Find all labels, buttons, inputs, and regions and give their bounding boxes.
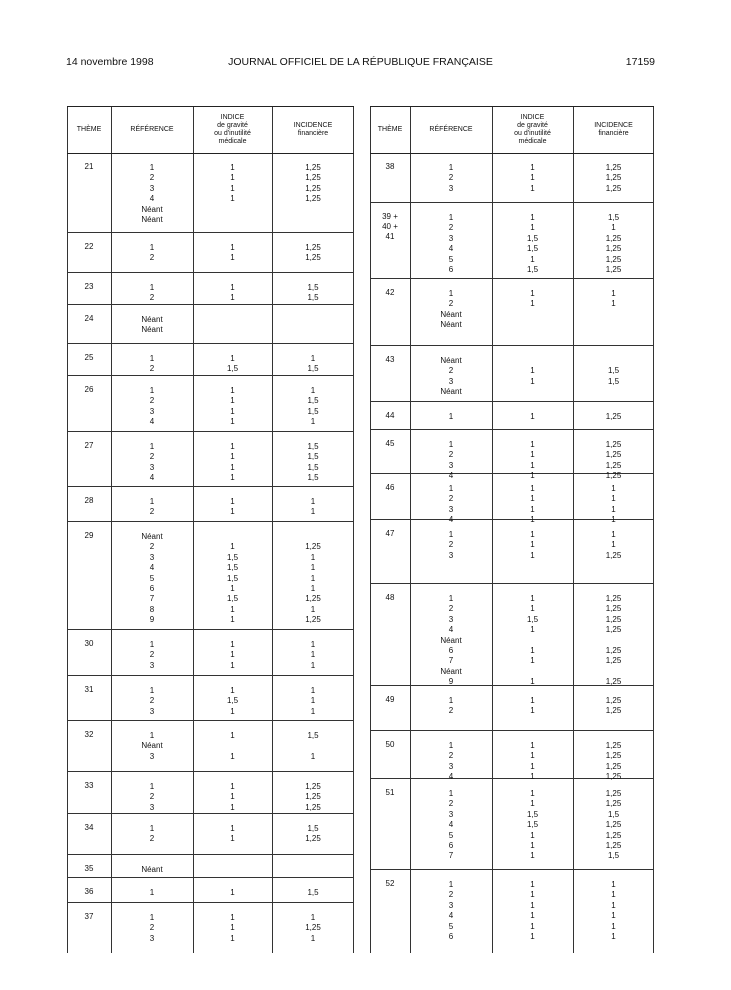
indice-cell: 1 1: [530, 289, 535, 309]
indice-cell: 1 1 1: [230, 782, 235, 812]
table-row: [370, 153, 654, 203]
incidence-cell: 1,25: [605, 412, 622, 421]
indice-cell: 1 1 1 1: [530, 741, 535, 782]
reference-cell: Néant 2 3 4 5 6 7 8 9: [141, 532, 163, 625]
theme-cell: 37: [84, 912, 94, 921]
incidence-cell: 1,25 1,25 1,5 1,25 1,25 1,25 1,5: [605, 789, 622, 861]
theme-cell: 24: [84, 314, 94, 323]
theme-cell: 32: [84, 730, 94, 739]
theme-cell: 26: [84, 385, 94, 394]
theme-cell: 30: [84, 639, 94, 648]
reference-cell: 1 2 3: [448, 163, 454, 193]
incidence-cell: 1,5 1,5: [607, 366, 620, 386]
theme-cell: 49: [385, 695, 395, 704]
table-row: [370, 430, 654, 481]
reference-cell: 1 2 3 4: [149, 386, 155, 427]
table-row: [370, 870, 654, 952]
theme-cell: 42: [385, 288, 395, 297]
theme-cell: 47: [385, 529, 395, 538]
theme-cell: 50: [385, 740, 395, 749]
table-row: [67, 903, 354, 952]
incidence-cell: 1,25 1,25 1,25 1,25: [605, 741, 622, 782]
reference-cell: 1 2 3: [149, 686, 155, 716]
right-table: [370, 106, 654, 953]
theme-cell: 33: [84, 781, 94, 790]
table-row: [370, 203, 654, 279]
reference-cell: 1 2 Néant Néant: [440, 289, 462, 330]
incidence-cell: 1,25 1,25 1,25 1,25: [305, 163, 321, 204]
reference-cell: 1 Néant 3: [141, 731, 163, 761]
reference-cell: 1 2: [448, 696, 454, 716]
incidence-cell: 1,5 1,5: [307, 283, 319, 303]
incidence-cell: 1,25 1,25 1,25 1,25: [605, 440, 622, 481]
reference-cell: 1: [149, 888, 155, 897]
theme-cell: 23: [84, 282, 94, 291]
indice-cell: 1 1 1 1: [530, 440, 535, 481]
table-row: [67, 487, 354, 522]
header-theme-text: THÈME: [377, 126, 403, 133]
table-row: [67, 305, 354, 344]
table-row: [67, 855, 354, 878]
reference-cell: 1 2 3 4 Néant Néant: [141, 163, 163, 225]
reference-cell: 1 2 3: [149, 640, 155, 670]
incidence-cell: 1 1 1,25: [605, 530, 622, 560]
reference-cell: 1 2 3 4: [448, 741, 454, 782]
incidence-cell: 1,25 1,25 1,25: [605, 163, 622, 193]
incidence-cell: 1,25 1,25 1,25: [305, 782, 321, 812]
reference-cell: 1 2 3: [149, 782, 155, 812]
incidence-cell: 1,5: [307, 888, 319, 897]
theme-cell: 35: [84, 864, 94, 873]
left-table: [67, 106, 354, 953]
theme-cell: 45: [385, 439, 395, 448]
table-row: [67, 522, 354, 630]
theme-cell: 28: [84, 496, 94, 505]
theme-cell: 43: [385, 355, 395, 364]
reference-cell: 1: [448, 412, 454, 421]
incidence-cell: 1,25 1,25: [605, 696, 622, 716]
reference-cell: Néant 2 3 Néant: [440, 356, 462, 397]
table-row: [67, 814, 354, 855]
incidence-cell: 1 1 1 1: [611, 484, 616, 525]
reference-cell: 1 2 3: [448, 530, 454, 560]
theme-cell: 22: [84, 242, 94, 251]
theme-cell: 31: [84, 685, 94, 694]
header-incidence-text: INCIDENCE financière: [293, 122, 333, 137]
incidence-cell: 1 1,5: [307, 354, 319, 374]
reference-cell: 1 2 3 4: [149, 442, 155, 483]
indice-cell: 1 1: [530, 366, 535, 386]
table-row: [370, 474, 654, 525]
indice-cell: 1 1 1: [230, 913, 235, 943]
table-row: [67, 153, 354, 233]
indice-cell: 1 1,5: [226, 354, 239, 374]
indice-cell: 1 1: [230, 824, 235, 844]
theme-cell: 25: [84, 353, 94, 362]
incidence-cell: 1 1: [310, 497, 316, 517]
table-row: [370, 779, 654, 870]
header-indice-text: INDICE de gravité ou d'inutilité médicale: [214, 114, 251, 145]
table-row: [67, 676, 354, 721]
indice-cell: 1 1 1,5 1,5 1 1 1: [526, 789, 539, 861]
table-header-row: [67, 107, 354, 154]
theme-cell: 36: [84, 887, 94, 896]
reference-cell: 1 2 3 4 5 6: [448, 880, 454, 942]
theme-cell: 44: [385, 411, 395, 420]
reference-cell: 1 2: [149, 824, 155, 844]
table-row: [67, 273, 354, 305]
reference-cell: Néant Néant: [141, 315, 163, 335]
table-row: [370, 279, 654, 346]
header-indice: [492, 107, 573, 153]
table-row: [67, 721, 354, 772]
header-reference: [111, 107, 193, 153]
table-row: [370, 520, 654, 584]
header-reference-text: RÉFÉRENCE: [130, 126, 174, 133]
indice-cell: 1 1 1 1: [530, 484, 535, 525]
table-row: [370, 686, 654, 731]
reference-cell: 1 2 3 4: [448, 484, 454, 525]
reference-cell: 1 2 3 4 5 6 7: [448, 789, 454, 861]
reference-cell: 1 2: [149, 497, 155, 517]
indice-cell: 1 1 1 1 1 1: [530, 880, 535, 942]
incidence-cell: 1 1 1: [310, 640, 316, 670]
incidence-cell: 1 1: [611, 289, 616, 309]
indice-cell: 1 1 1: [230, 640, 235, 670]
theme-cell: 29: [84, 531, 94, 540]
incidence-cell: 1,5 1,25: [305, 824, 321, 844]
header-indice-text: INDICE de gravité ou d'inutilité médicale: [514, 114, 551, 145]
theme-cell: 51: [385, 788, 395, 797]
indice-cell: 1 1 1: [530, 530, 535, 560]
header-incidence-text: INCIDENCE financière: [594, 122, 633, 137]
reference-cell: 1 2 3 4: [448, 440, 454, 481]
incidence-cell: 1,25 1,25 1,25 1,25 1,25 1,25 1,25: [605, 594, 622, 687]
theme-cell: 52: [385, 879, 395, 888]
reference-cell: 1 2 3 4 Néant 6 7 Néant 9: [440, 594, 462, 687]
indice-cell: 1: [530, 412, 535, 421]
theme-cell: 34: [84, 823, 94, 832]
table-row: [67, 432, 354, 487]
indice-cell: 1 1: [230, 497, 235, 517]
indice-cell: 1 1 1,5 1 1 1 1: [526, 594, 539, 687]
header-reference: [410, 107, 492, 153]
reference-cell: 1 2 3 4 5 6: [448, 213, 454, 275]
incidence-cell: 1,25 1,25: [305, 243, 321, 263]
table-row: [370, 346, 654, 402]
incidence-cell: 1,5 1 1,25 1,25 1,25 1,25: [605, 213, 622, 275]
table-row: [67, 878, 354, 903]
table-row: [67, 233, 354, 273]
table-row: [370, 402, 654, 430]
indice-cell: 1 1 1 1: [230, 442, 235, 483]
header-page-number: 17159: [625, 56, 655, 68]
incidence-cell: 1,5 1,5 1,5 1,5: [307, 442, 319, 483]
table-row: [67, 630, 354, 676]
incidence-cell: 1 1,25 1: [305, 913, 321, 943]
table-row: [370, 584, 654, 686]
incidence-cell: 1,25 1 1 1 1 1,25 1 1,25: [305, 542, 321, 625]
header-indice: [193, 107, 272, 153]
header-reference-text: RÉFÉRENCE: [429, 126, 473, 133]
theme-cell: 39 + 40 + 41: [382, 212, 398, 241]
theme-cell: 48: [385, 593, 395, 602]
header-theme: [67, 107, 111, 153]
incidence-cell: 1,5 1: [307, 731, 319, 761]
indice-cell: 1 1,5 1,5 1,5 1 1,5 1 1: [226, 542, 239, 625]
indice-cell: 1 1 1 1: [230, 163, 235, 204]
reference-cell: 1 2: [149, 243, 155, 263]
header-incidence: [573, 107, 654, 153]
reference-cell: 1 2: [149, 354, 155, 374]
indice-cell: 1 1: [230, 243, 235, 263]
incidence-cell: 1 1 1: [310, 686, 316, 716]
theme-cell: 38: [385, 162, 395, 171]
indice-cell: 1 1: [230, 731, 235, 761]
indice-cell: 1 1,5 1: [226, 686, 239, 716]
table-row: [370, 731, 654, 782]
reference-cell: 1 2 3: [149, 913, 155, 943]
header-theme-text: THÈME: [76, 126, 102, 133]
incidence-cell: 1 1,5 1,5 1: [307, 386, 319, 427]
table-row: [67, 376, 354, 432]
incidence-cell: 1 1 1 1 1 1: [611, 880, 616, 942]
theme-cell: 46: [385, 483, 395, 492]
theme-cell: 21: [84, 162, 94, 171]
reference-cell: Néant: [141, 865, 163, 874]
indice-cell: 1 1 1 1: [230, 386, 235, 427]
header-incidence: [272, 107, 354, 153]
table-row: [67, 772, 354, 814]
theme-cell: 27: [84, 441, 94, 450]
indice-cell: 1 1 1: [530, 163, 535, 193]
indice-cell: 1 1 1,5 1,5 1 1,5: [526, 213, 539, 275]
indice-cell: 1 1: [230, 283, 235, 303]
reference-cell: 1 2: [149, 283, 155, 303]
page-header: [66, 56, 655, 70]
header-theme: [370, 107, 410, 153]
table-header-row: [370, 107, 654, 154]
indice-cell: 1 1: [530, 696, 535, 716]
header-date: 14 novembre 1998: [66, 56, 154, 68]
header-title: JOURNAL OFFICIEL DE LA RÉPUBLIQUE FRANÇAISE: [228, 56, 493, 68]
indice-cell: 1: [230, 888, 235, 897]
table-row: [67, 344, 354, 376]
